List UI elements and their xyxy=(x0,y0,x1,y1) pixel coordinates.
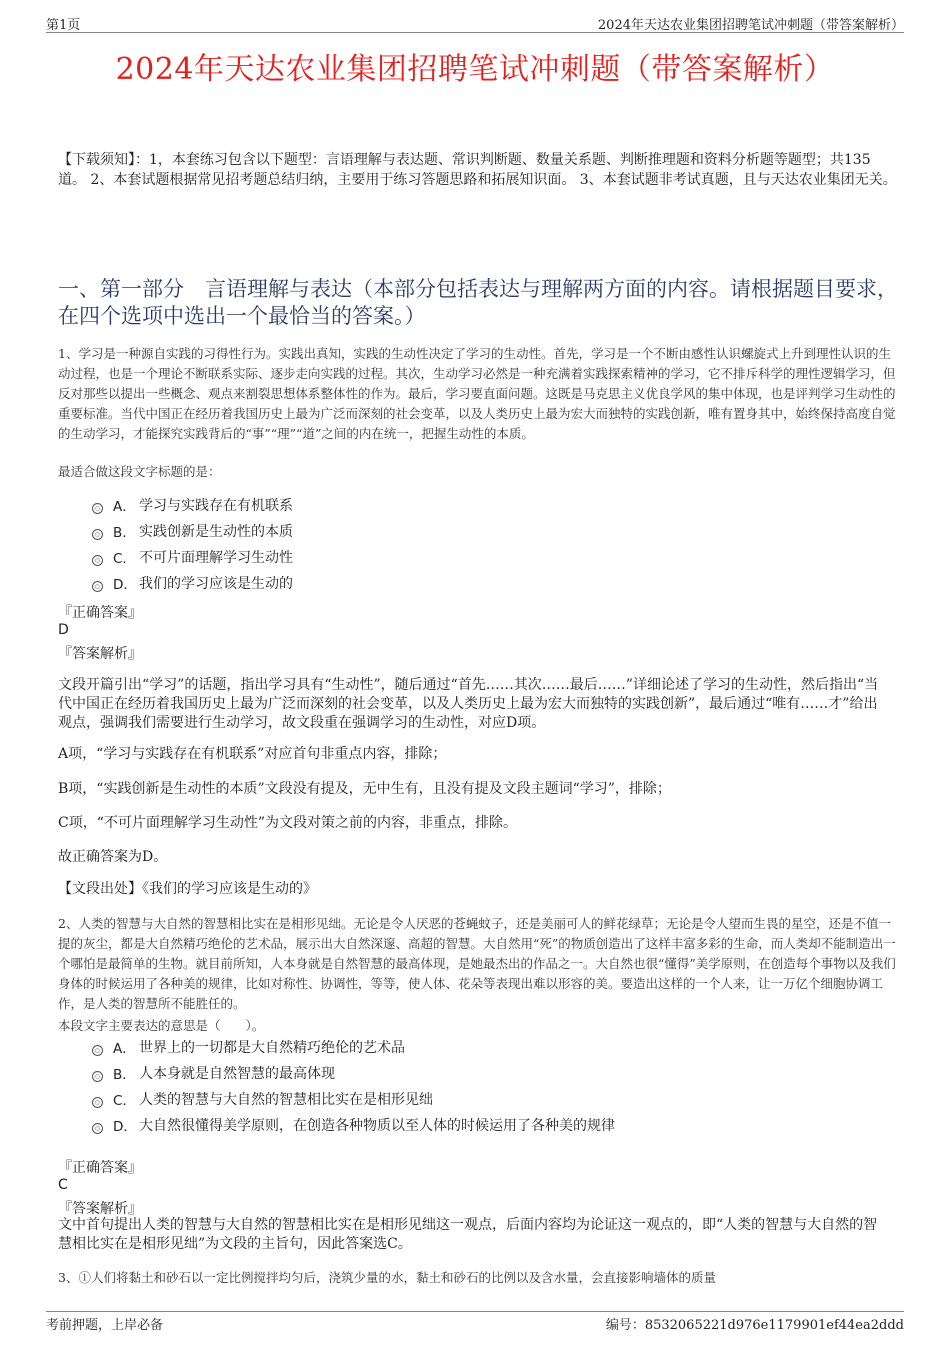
page-footer xyxy=(46,1311,904,1333)
analysis-conclusion: 故正确答案为D。 xyxy=(58,849,168,865)
radio-icon[interactable] xyxy=(92,1097,103,1108)
document-title: 2024年天达农业集团招聘笔试冲刺题（带答案解析） xyxy=(115,52,835,87)
radio-icon[interactable] xyxy=(92,581,103,592)
analysis-label: 『答案解析』 xyxy=(58,646,142,662)
option-b[interactable]: B． 人本身就是自然智慧的最高体现 xyxy=(92,1060,615,1086)
analysis-label: 『答案解析』 xyxy=(58,1201,142,1217)
option-c[interactable]: C． 人类的智慧与大自然的智慧相比实在是相形见绌 xyxy=(92,1086,615,1112)
page-number: 第1页 xyxy=(46,18,81,33)
answer-label: 『正确答案』 xyxy=(58,1160,142,1176)
answer-label: 『正确答案』 xyxy=(58,605,142,621)
download-notice: 【下载须知】：1，本套练习包含以下题型：言语理解与表达题、常识判断题、数量关系题、判断推理题和资料分析题等题型；共135道。 2、本套试题根据常见招考题总结归纳，主要用于练习答题思路和拓展知识面。 3、本套试题非考试真题，且与天达农业集团无关。 xyxy=(58,152,897,188)
option-b[interactable]: B． 实践创新是生动性的本质 xyxy=(92,518,293,544)
header-doc-title: 2024年天达农业集团招聘笔试冲刺题（带答案解析） xyxy=(597,18,904,33)
question-2-prompt: 本段文字主要表达的意思是（ ）。 xyxy=(58,1018,265,1033)
analysis-paragraph: 文段开篇引出“学习”的话题，指出学习具有“生动性”，随后通过“首先……其次……最后……”详细论述了学习的生动性，然后指出“当代中国正在经历着我国历史上最为广泛而深刻的社会变革，以及人类历史上最为宏大而独特的实践创新”，最后通过“唯有……才”给出观点，强调我们需要进行生动学习，故文段重在强调学习的生动性，对应D项。 xyxy=(58,677,879,731)
analysis-paragraph: 文中首句提出人类的智慧与大自然的智慧相比实在是相形见绌这一观点，后面内容均为论证这一观点的，即“人类的智慧与大自然的智慧相比实在是相形见绌”为文段的主旨句，因此答案选C。 xyxy=(58,1217,878,1252)
radio-icon[interactable] xyxy=(92,555,103,566)
option-a[interactable]: A． 学习与实践存在有机联系 xyxy=(92,492,293,518)
option-d[interactable]: D． 我们的学习应该是生动的 xyxy=(92,570,293,596)
page-header xyxy=(46,14,904,33)
question-1-options xyxy=(92,492,293,596)
question-2-stem: 2、人类的智慧与大自然的智慧相比实在是相形见绌。无论是令人厌恶的苍蝇蚊子，还是美丽可人的鲜花绿草；无论是令人望而生畏的星空，还是不值一提的灰尘，都是大自然精巧绝伦的艺术品，展示出大自然深邃、高超的智慧。大自然用“死”的物质创造出了这样丰富多彩的生命，而人类却不能制造出一个哪怕是最简单的生物。就目前所知，人本身就是自然智慧的最高体现，是她最杰出的作品之一。大自然也很“懂得”美学原则，在创造每个事物以及我们身体的时候运用了各种美的规律，比如对称性、协调性，等等，使人体、花朵等表现出难以形容的美。要造出这样的一个人来，让一万亿个细胞协调工作，是人类的智慧所不能胜任的。 xyxy=(58,916,896,1011)
option-a[interactable]: A． 世界上的一切都是大自然精巧绝伦的艺术品 xyxy=(92,1034,615,1060)
document-id: 编号：8532065221d976e1179901ef44ea2ddd xyxy=(605,1318,904,1333)
analysis-paragraph: C项，“不可片面理解学习生动性”为文段对策之前的内容，非重点，排除。 xyxy=(58,815,518,831)
section-heading: 一、第一部分 言语理解与表达（本部分包括表达与理解两方面的内容。请根据题目要求，在四个选项中选出一个最恰当的答案。） xyxy=(58,277,898,328)
radio-icon[interactable] xyxy=(92,503,103,514)
question-3-stem: 3、①人们将黏土和砂石以一定比例搅拌均匀后，浇筑少量的水，黏土和砂石的比例以及含水量，会直接影响墙体的质量 xyxy=(58,1270,716,1285)
question-2-options xyxy=(92,1034,615,1138)
correct-answer: D xyxy=(58,622,69,638)
option-d[interactable]: D． 大自然很懂得美学原则，在创造各种物质以至人体的时候运用了各种美的规律 xyxy=(92,1112,615,1138)
analysis-paragraph: B项，“实践创新是生动性的本质”文段没有提及，无中生有，且没有提及文段主题词“学习”，排除； xyxy=(58,781,671,797)
footer-slogan: 考前押题，上岸必备 xyxy=(46,1318,164,1333)
radio-icon[interactable] xyxy=(92,529,103,540)
analysis-paragraph: A项，“学习与实践存在有机联系”对应首句非重点内容，排除； xyxy=(58,746,447,762)
source-citation: 【文段出处】《我们的学习应该是生动的》 xyxy=(58,881,317,897)
question-1-prompt: 最适合做这段文字标题的是： xyxy=(58,464,221,479)
radio-icon[interactable] xyxy=(92,1071,103,1082)
radio-icon[interactable] xyxy=(92,1045,103,1056)
correct-answer: C xyxy=(58,1177,68,1193)
question-1-stem: 1、学习是一种源自实践的习得性行为。实践出真知，实践的生动性决定了学习的生动性。首先，学习是一个不断由感性认识螺旋式上升到理性认识的生动过程，也是一个理论不断联系实际、逐步走向实践的过程。其次，生动学习必然是一种充满着实践探索精神的学习，它不排斥科学的理性逻辑学习，但反对那些以提出一些概念、观点来割裂思想体系整体性的作为。最后，学习要直面问题。这既是马克思主义优良学风的集中体现，也是评判学习生动性的重要标准。当代中国正在经历着我国历史上最为广泛而深刻的社会变革，以及人类历史上最为宏大而独特的实践创新，唯有置身其中，始终保持高度自觉的生动学习，才能探究实践背后的“事”“理”“道”之间的内在统一，把握生动性的本质。 xyxy=(58,346,896,441)
option-c[interactable]: C． 不可片面理解学习生动性 xyxy=(92,544,293,570)
radio-icon[interactable] xyxy=(92,1123,103,1134)
